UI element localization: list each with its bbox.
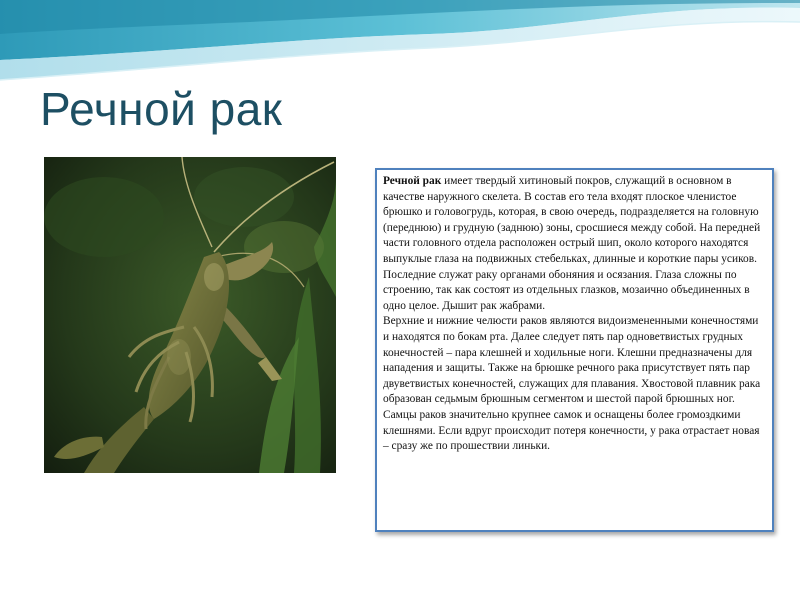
paragraph-1-text: имеет твердый хитиновый покров, служащий в основном в качестве наружного скелета. В состав его тела входят плоское членистое брюшко и головогрудь, которая, в свою очередь, подразделяется на головную (переднюю) и грудную (заднюю) зоны, сросшиеся между собой. На передней части головного отдела расположен острый шип, около которого находятся выпуклые глаза на подвижных стебельках, длинные и короткие пары усиков. Последние служат раку органами обоняния и осязания. Глаза сложны по строению, так как состоят из отдельных глазков, мозаично объединенных в одно целое. Дышит рак жабрами. <box>383 175 761 312</box>
description-text-box <box>375 168 774 532</box>
crayfish-photo <box>44 157 336 473</box>
paragraph-1-bold: Речной рак <box>383 175 442 187</box>
paragraph-1 <box>383 174 764 314</box>
slide-title: Речной рак <box>40 83 283 135</box>
paragraph-2: Верхние и нижние челюсти раков являются видоизмененными конечностями и находятся по бокам рта. Далее следует пять пар одноветвистых грудных конечностей – пара клешней и ходильные ноги. Клешни предназначены для нападения и защиты. Также на брюшке речного рака присутствует пять пар двуветвистых конечностей, служащих для плавания. Хвостовой плавник рака образован седьмым брюшным сегментом и шестой парой брюшных ног. Самцы раков значительно крупнее самок и оснащены более громоздкими клешнями. Если вдруг происходит потеря конечности, у рака отрастает новая – сразу же по прошествии линьки. <box>383 315 761 453</box>
